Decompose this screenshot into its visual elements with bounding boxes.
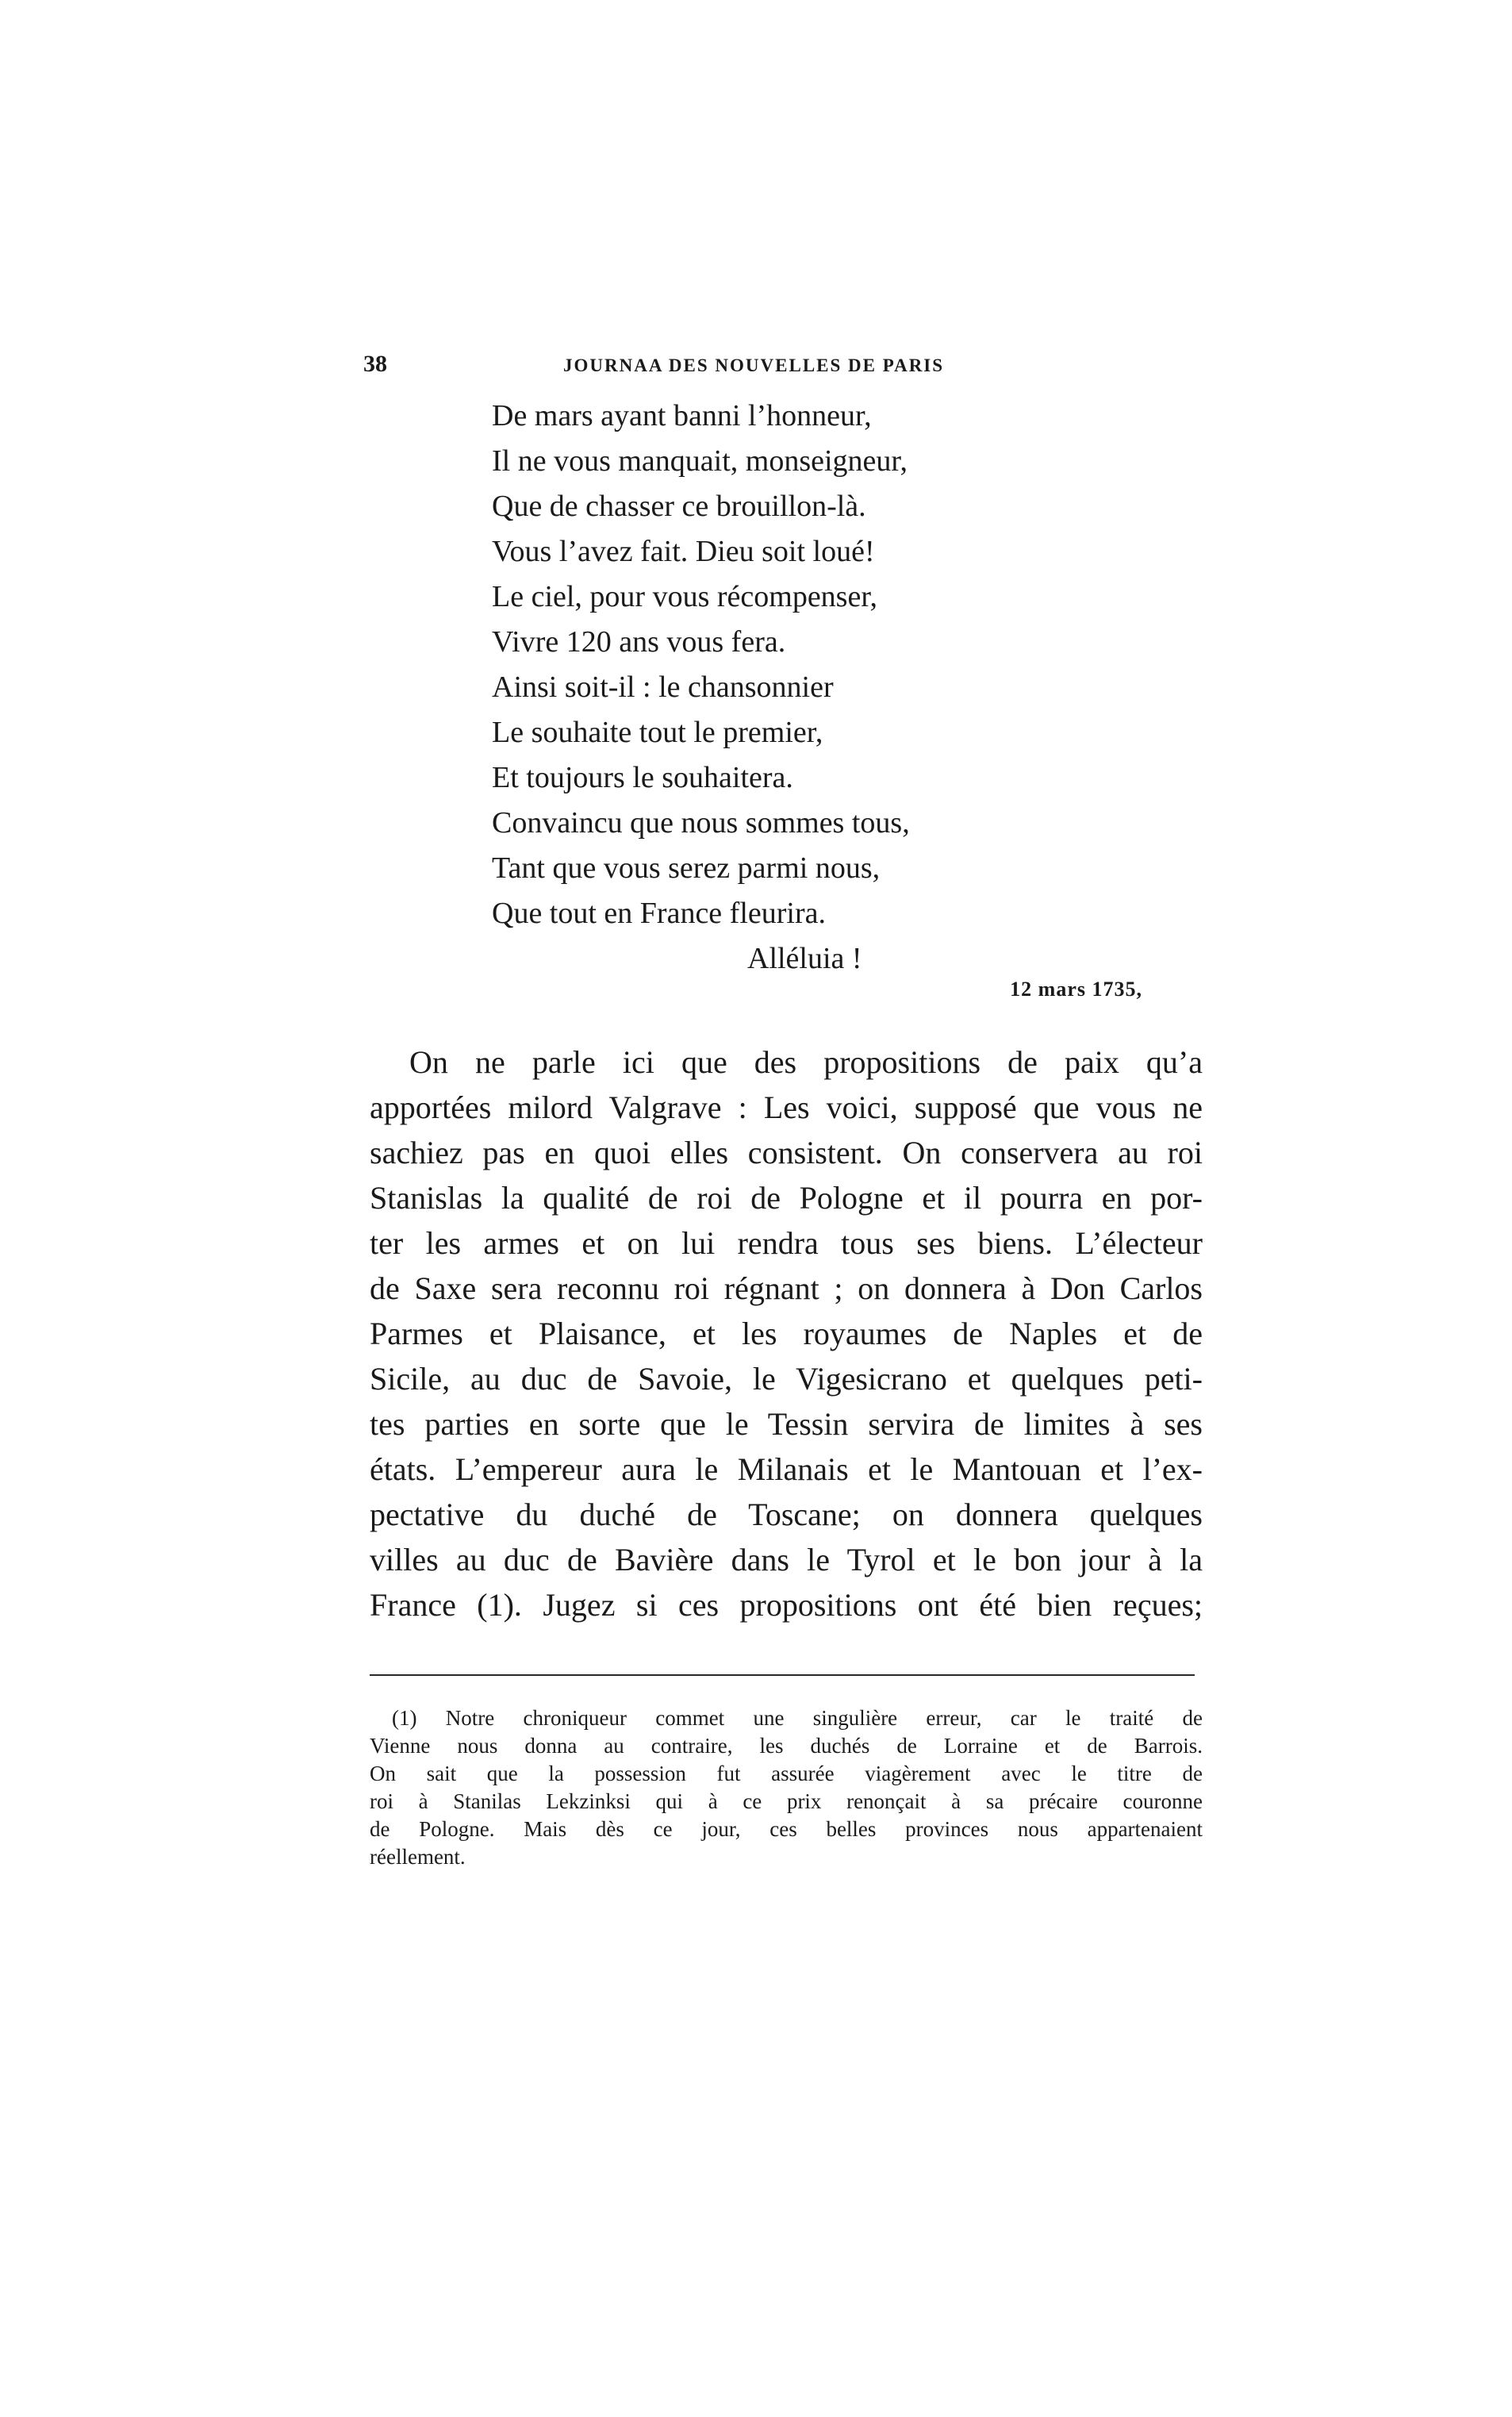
- poem-line: Convaincu que nous sommes tous,: [492, 806, 910, 840]
- body-line: apportées milord Valgrave : Les voici, supposé que vous ne: [370, 1089, 1203, 1125]
- poem-ending: Alléluia !: [747, 942, 862, 975]
- running-header: [363, 351, 1012, 382]
- body-line: états. L’empereur aura le Milanais et le Mantouan et l’ex-: [370, 1451, 1203, 1487]
- poem-line: Tant que vous serez parmi nous,: [492, 851, 881, 885]
- body-line: ter les armes et on lui rendra tous ses biens. L’électeur: [370, 1225, 1203, 1261]
- footnote-line: roi à Stanilas Lekzinksi qui à ce prix renonçait à sa précaire couronne: [370, 1789, 1203, 1813]
- poem-line: Il ne vous manquait, monseigneur,: [492, 444, 908, 478]
- poem-line: De mars ayant banni l’honneur,: [492, 399, 872, 432]
- poem: [492, 394, 910, 982]
- poem-line: Le ciel, pour vous récompenser,: [492, 580, 877, 613]
- poem-line: Vivre 120 ans vous fera.: [492, 625, 786, 659]
- body-line: Stanislas la qualité de roi de Pologne et il pourra en por-: [370, 1180, 1203, 1216]
- body-line: tes parties en sorte que le Tessin servira de limites à ses: [370, 1406, 1203, 1442]
- footnote-line: (1) Notre chroniqueur commet une singulière erreur, car le traité de: [392, 1706, 1203, 1730]
- footnote-line: Vienne nous donna au contraire, les duchés de Lorraine et de Barrois.: [370, 1734, 1203, 1758]
- footnote-line: On sait que la possession fut assurée viagèrement avec le titre de: [370, 1762, 1203, 1785]
- footnote-rule: [370, 1674, 1195, 1676]
- poem-line: Que tout en France fleurira.: [492, 897, 826, 930]
- poem-line: Et toujours le souhaitera.: [492, 761, 793, 794]
- page-number: 38: [363, 351, 387, 377]
- poem-line: Vous l’avez fait. Dieu soit loué!: [492, 535, 875, 568]
- dateline: 12 mars 1735,: [1010, 978, 1142, 1001]
- body-line: Parmes et Plaisance, et les royaumes de Naples et de: [370, 1316, 1203, 1351]
- poem-line: Le souhaite tout le premier,: [492, 716, 823, 749]
- poem-line: Que de chasser ce brouillon-là.: [492, 490, 866, 523]
- body-line: villes au duc de Bavière dans le Tyrol et le bon jour à la: [370, 1542, 1203, 1577]
- body-line: de Saxe sera reconnu roi régnant ; on donnera à Don Carlos: [370, 1270, 1203, 1306]
- body-line: On ne parle ici que des propositions de paix qu’a: [409, 1044, 1203, 1080]
- footnote: [370, 1704, 1203, 1871]
- poem-line: Ainsi soit-il : le chansonnier: [492, 671, 834, 704]
- body-line: pectative du duché de Toscane; on donnera quelques: [370, 1497, 1203, 1532]
- footnote-line: de Pologne. Mais dès ce jour, ces belles provinces nous appartenaient: [370, 1817, 1203, 1841]
- footnote-line: réellement.: [370, 1845, 466, 1869]
- body-paragraph: [370, 1039, 1203, 1627]
- running-title: JOURNAA DES NOUVELLES DE PARIS: [563, 355, 945, 375]
- body-line: France (1). Jugez si ces propositions ont été bien reçues;: [370, 1587, 1203, 1623]
- body-line: Sicile, au duc de Savoie, le Vigesicrano et quelques peti-: [370, 1361, 1203, 1397]
- body-line: sachiez pas en quoi elles consistent. On conservera au roi: [370, 1135, 1203, 1170]
